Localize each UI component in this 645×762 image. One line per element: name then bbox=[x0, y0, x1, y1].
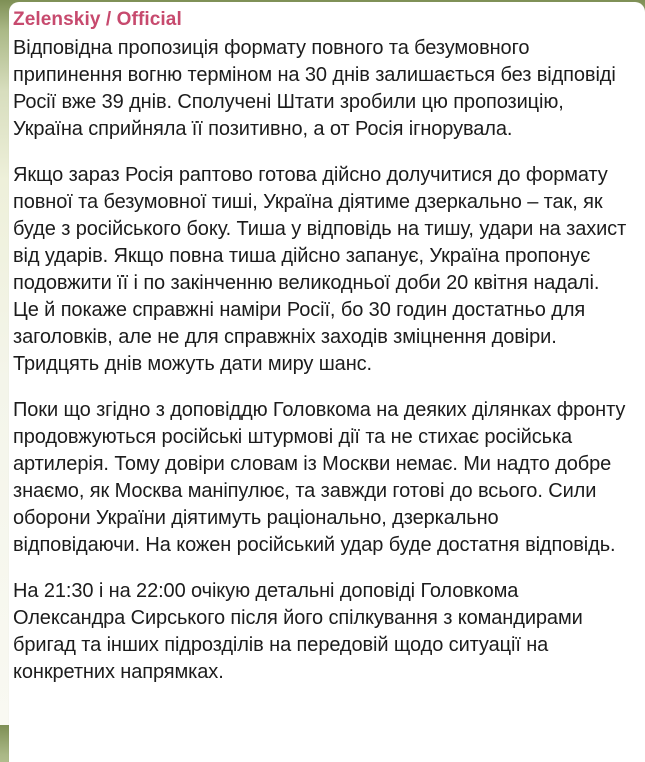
message-paragraph: Відповідна пропозиція формату повного та безумовного припинення вогню терміном на 30 днів залишається без відповіді Росії вже 39 днів. Сполучені Штати зробили цю пропозицію, Україна сприйняла її позитивно, а от Росія ігнорувала. bbox=[13, 37, 616, 140]
message-bubble bbox=[9, 2, 645, 762]
message-paragraph: Поки що згідно з доповіддю Головкома на деяких ділянках фронту продовжуються російські штурмові дії та не стихає російська артилерія. Тому довіри словам із Москви немає. Ми надто добре знаємо, як Москва маніпулює, та завжди готові до всього. Сили оборони України діятимуть раціонально, дзеркально відповідаючи. На кожен російський удар буде достатня відповідь. bbox=[13, 399, 626, 556]
channel-name[interactable]: Zelenskiy / Official bbox=[13, 9, 182, 30]
message-paragraph: Якщо зараз Росія раптово готова дійсно долучитися до формату повної та безумовної тиші, Україна діятиме дзеркально – так, як буде з російського боку. Тиша у відповідь на тишу, удари на захист від ударів. Якщо повна тиша дійсно запанує, Україна пропонує подовжити її і по закінченню великодньої доби 20 квітня надалі. Це й покаже справжні наміри Росії, бо 30 годин достатньо для заголовків, але не для справжніх заходів зміцнення довіри. Тридцять днів можуть дати миру шанс. bbox=[13, 164, 627, 375]
message-paragraph: На 21:30 і на 22:00 очікую детальні доповіді Головкома Олександра Сирського після його спілкування з командирами бригад та інших підрозділів на передовій щодо ситуації на конкретних напрямках. bbox=[13, 580, 583, 683]
message-text bbox=[13, 35, 627, 686]
